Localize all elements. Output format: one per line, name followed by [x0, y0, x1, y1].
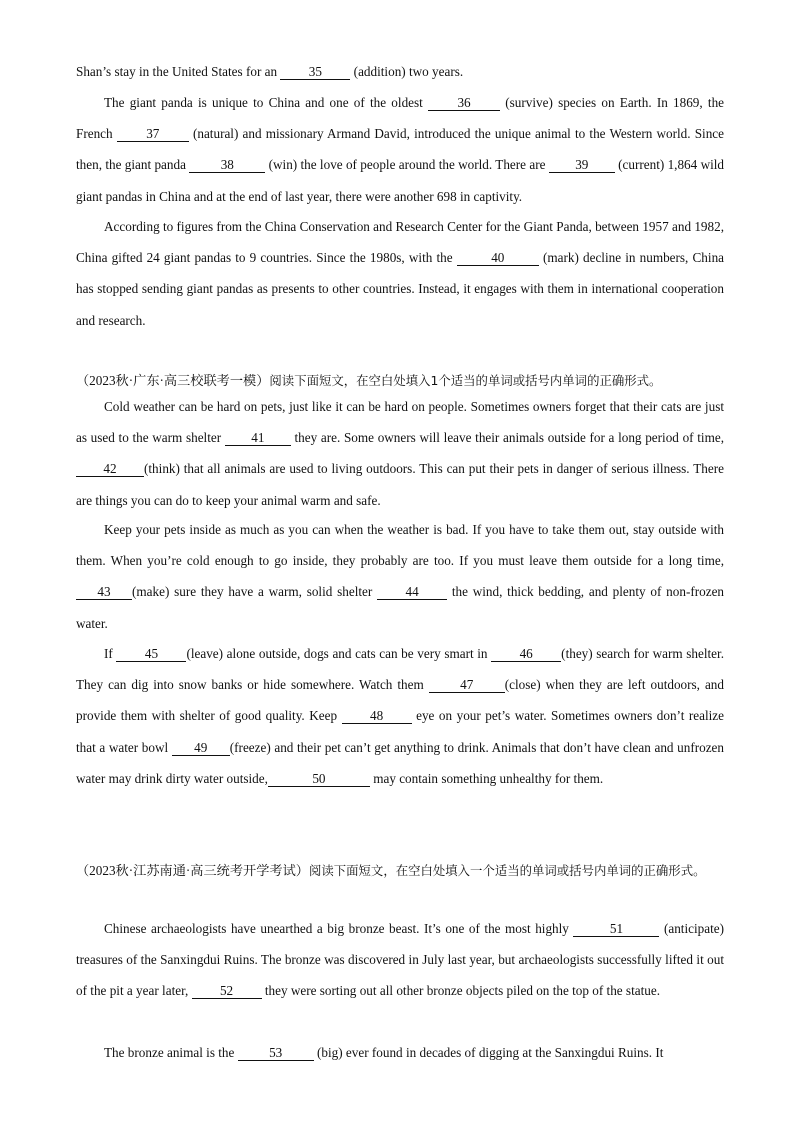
blank-49[interactable]: 49	[172, 741, 230, 756]
heading-instruction: 阅读下面短文，在空白处填入1个适当的单词或括号内单词的正确形式。	[269, 373, 662, 388]
paragraph-gift-pandas	[76, 211, 724, 336]
text: Cold weather can be hard on pets, just like it can be hard on people. Sometimes owners forget that their cats are just as used to the warm shelter	[76, 399, 724, 446]
blank-41[interactable]: 41	[225, 431, 291, 446]
blank-35[interactable]: 35	[280, 65, 350, 80]
heading-source: （2023秋·广东·高三校联考一模）	[76, 373, 270, 388]
text: (freeze) and their pet can’t get anything to drink. Animals that don’t have clean and unfrozen water may drink dirty water outside,	[76, 739, 724, 786]
text: they were sorting out all other bronze objects piled on the top of the statue.	[264, 983, 660, 999]
blank-36[interactable]: 36	[428, 96, 500, 111]
text: (they) search for warm shelter. They can dig into snow banks or hide somewhere. Watch them	[76, 646, 724, 693]
text: (leave) alone outside, dogs and cats can be very smart in	[186, 646, 488, 661]
text: the wind, thick bedding, and plenty of non-frozen water.	[76, 584, 725, 631]
paragraph-bronze-beast	[76, 913, 724, 1007]
text: may contain something unhealthy for them.	[373, 770, 604, 786]
blank-51[interactable]: 51	[573, 922, 659, 937]
blank-42[interactable]: 42	[76, 462, 144, 477]
blank-48[interactable]: 48	[342, 709, 412, 724]
text: (natural) and missionary Armand David, introduced the unique animal to the Western world. Since then, the giant panda	[76, 126, 725, 173]
text: (anticipate) treasures of the Sanxingdui Ruins. The bronze was discovered in July last year, but archaeologists successfully lifted it out of the pit a year later,	[76, 921, 725, 999]
text: (current) 1,864 wild giant pandas in China and at the end of last year, there were another 698 in captivity.	[76, 157, 725, 204]
text: The giant panda is unique to China and one of the oldest	[104, 95, 423, 110]
text: If	[104, 646, 113, 661]
blank-39[interactable]: 39	[549, 158, 615, 173]
section-heading-jiangsu	[76, 855, 724, 886]
text: they are. Some owners will leave their animals outside for a long period of time,	[294, 430, 724, 446]
text: (addition) two years.	[353, 64, 464, 79]
text: (close) when they are left outdoors, and provide them with shelter of good quality. Keep	[76, 677, 724, 724]
text: According to figures from the China Conservation and Research Center for the Giant Panda, between 1957 and 1982, China gifted 24 giant pandas to 9 countries. Since the 1980s, with the	[76, 219, 725, 266]
blank-53[interactable]: 53	[238, 1046, 314, 1061]
text: Chinese archaeologists have unearthed a big bronze beast. It’s one of the most highly	[104, 921, 569, 936]
blank-37[interactable]: 37	[117, 127, 189, 142]
heading-instruction: 阅读下面短文，在空白处填入一个适当的单词或括号内单词的正确形式。	[308, 863, 706, 878]
text: (mark) decline in numbers, China has stopped sending giant pandas as presents to other countries. Instead, it engages with them in international cooperation and research.	[76, 250, 725, 328]
paragraph-if-left-alone	[76, 638, 724, 794]
blank-52[interactable]: 52	[192, 984, 262, 999]
text: (think) that all animals are used to living outdoors. This can put their pets in danger of serious illness. There are things you can do to keep your animal warm and safe.	[76, 461, 724, 508]
text: Shan’s stay in the United States for an	[76, 64, 278, 79]
text: (big) ever found in decades of digging at the Sanxingdui Ruins. It	[316, 1045, 664, 1060]
paragraph-cold-weather	[76, 391, 724, 516]
blank-43[interactable]: 43	[76, 585, 132, 600]
paragraph-shan-stay	[76, 56, 724, 87]
blank-44[interactable]: 44	[377, 585, 447, 600]
text: (survive) species on Earth. In 1869, the French	[76, 95, 725, 142]
text: The bronze animal is the	[104, 1045, 235, 1060]
text: eye on your pet’s water. Sometimes owners don’t realize that a water bowl	[76, 708, 725, 755]
blank-45[interactable]: 45	[116, 647, 186, 662]
text: Keep your pets inside as much as you can when the weather is bad. If you have to take them out, stay outside with them. When you’re cold enough to go inside, they probably are too. If you must leave them outside for a long time,	[76, 522, 724, 569]
blank-46[interactable]: 46	[491, 647, 561, 662]
paragraph-giant-panda-unique	[76, 87, 724, 212]
heading-source: （2023秋·江苏南通·高三统考开学考试）	[76, 863, 309, 878]
text: (make) sure they have a warm, solid shelter	[132, 584, 373, 600]
blank-40[interactable]: 40	[457, 251, 539, 266]
blank-47[interactable]: 47	[429, 678, 505, 693]
paragraph-bronze-animal	[76, 1037, 724, 1068]
blank-50[interactable]: 50	[268, 772, 370, 787]
blank-38[interactable]: 38	[189, 158, 265, 173]
paragraph-keep-pets-inside	[76, 514, 724, 639]
text: (win) the love of people around the world. There are	[268, 157, 546, 173]
